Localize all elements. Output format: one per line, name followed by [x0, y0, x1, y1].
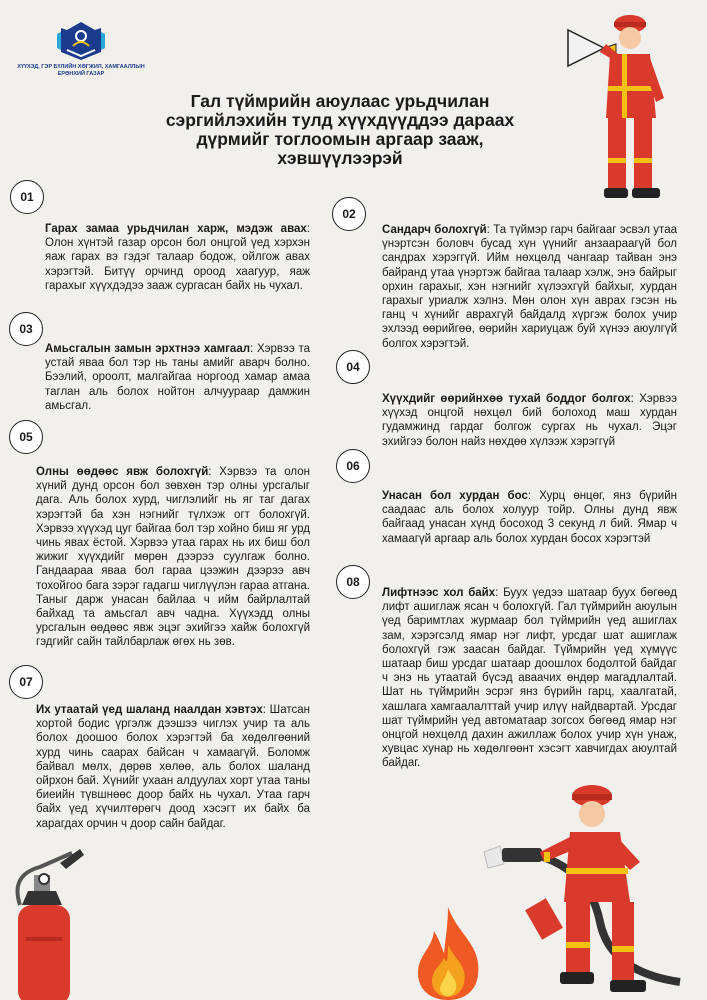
tip-body: Та түймэр гарч байгааг эсвэл утаа үнэртсэн боловч бусад хүн үүнийг анзаараагүй бол сандрах хэрэггүй. Ийм нөхцөлд чангаар тайван энэ байранд утаа үнэртэж байгаа талаар хэлж, энэ байрыг орхин гарахыг, хэн нэгнийг хүлээхгүй байхыг, хурдан гарахыг уриалж хэлнэ. Мөн олон хүн аврах гэсэн нь ганц ч хүнийг аврахгүй байдалд хүргэж болох учир эхлээд өөрийгөө, өөрийн хариуцаж буй хүнээ аюулгүй болгох хэрэгтэй. — [382, 224, 677, 350]
tip-body: Шатсан хортой бодис үргэлж дээшээ чиглэх учир та аль болох доошоо болох хэрэгтэй ба хөдөлгөөний хурд чинь саарах байсан ч хамаагүй. Боломж байвал мөлх, дөрөв хөлөө, аль болох шаланд ойрхон бай. Хүнийг ухаан алдуулах хорт утаа таны биеийн түвшнөөс доор байх нь чухал. Утаа гарч байх үед хүчилтөрөгч доод хэсэгт их байх ба харагдах орчин ч доор сайн байдаг. — [36, 704, 311, 830]
tip-separator: : — [630, 393, 634, 405]
tip-block-07 — [36, 703, 310, 831]
tip-number-07: 07 — [9, 665, 43, 699]
tip-body: Хэрвээ хүүхэд онцгой нөхцөл бий болоход маш хурдан гудамжинд гардаг болгож сургах нь чухал. Эцэг эхийгээ болон найз нөхдөө хүлээж хэрэггүй — [382, 393, 677, 448]
tip-separator: : — [208, 466, 212, 478]
org-name: ХҮҮХЭД, ГЭР БҮЛИЙН ХӨГЖИЛ, ХАМГААЛЛЫН ЕРӨНХИЙ ГАЗАР — [17, 64, 145, 77]
tip-body: Буух үедээ шатаар буух бөгөөд лифт ашиглаж ясан ч болохгүй. Гал түймрийн аюулын үед баримтлах журмаар бол түймрийн үед ашиглах зам, хэрэгсэлд ямар нэг лифт, урсдаг шат ашиглаж болохгүй гэж заасан байдаг. Түймрийн үед хүмүүс шатаар биш урсдаг шатаар доошлох бодолтой байдаг ч энэ нь утаатай бүсэд аваачих өндөр магадлалтай. Шат нь түймрийн эсрэг янз бүрийн гарц, хаалгатай, хашлага хамгаалалттай учир илүү найдвартай. Урсдаг шат түймрийн үед автоматаар зогсох бөгөөд ямар нэг онцгой нөхцөлд дахин ажиллаж болох учир хүн унаж, хувцас хунар нь хөдөлгөөнт хэсэгт хавчигдах аюултай байдаг. — [382, 587, 677, 770]
tip-block-03 — [45, 342, 310, 413]
tip-block-06 — [382, 489, 677, 546]
tip-block-02 — [382, 223, 677, 351]
tip-separator: : — [495, 587, 499, 599]
tip-block-04 — [382, 392, 677, 449]
tip-body: Хэрвээ та устай яваа бол тэр нь таны амийг аварч болно. Бээлий, ороолт, малгайгаа норгоод хамар амаа таглан аль болох нойтон алчуураар дамжин амьсгал. — [45, 343, 310, 412]
tip-number-08: 08 — [336, 565, 370, 599]
tip-body: Хэрвээ та олон хүний дунд орсон бол зөвхөн тэр олны урсгалыг дага. Аль болох хурд, чиглэлийг нь яг таг дагах хэрэгтэй ба хэн нэгнийг түлхэж огт болохгүй. Хэрвээ хүүхэд цуг байгаа бол тэр хойно биш яг урд чинь явах ёстой. Хэрвээ утаа гарах нь их биш бол жижиг хүүхдийг мөрөн дээрээ суулгаж болно. Гандаараа яваа бол гараа цээжин дээрээ авч тохойгоо бага зэрэг гадагш чиглүүлэн гараа атгана. Таныг дарж унасан байлаа ч ийм байрлалтай байхад та амьсгал авч чадна. Хүүхэдд олны урсгалын өөдөөс явж эцэг эхийгээ хайж болохгүй гэдгийг сайн тайлбарлаж өгөх нь зөв. — [36, 466, 310, 649]
firefighter-hose-icon — [480, 782, 700, 1000]
tip-heading: Хүүхдийг өөрийнхөө тухай боддог болгох — [382, 393, 631, 405]
tip-number-03: 03 — [9, 312, 43, 346]
tip-separator: : — [486, 224, 490, 236]
tip-separator: : — [306, 223, 310, 235]
tip-body: Хурц өнцөг, янз бүрийн саадаас аль болох холуур тойр. Олны дунд явж байгаад унасан хүнд босоход 3 секунд л бий. Ямар ч хамаагүй аргаар аль болох хурдан босох хэрэгтэй — [382, 490, 677, 545]
tip-number-04: 04 — [336, 350, 370, 384]
tip-block-08 — [382, 586, 677, 771]
tip-separator: : — [250, 343, 254, 355]
tip-number-02: 02 — [332, 197, 366, 231]
tip-body: Олон хүнтэй газар орсон бол онцгой үед хэрхэн яаж гарах вэ гэдэг талаар бодож, ойлгож авах хэрэгтэй. Битүү орчинд ороод хаагуур, яаж гарахыг хүүхдэдээ зааж сургасан байх нь чухал. — [45, 237, 310, 292]
tip-block-05 — [36, 465, 310, 650]
tip-number-01: 01 — [10, 180, 44, 214]
tip-separator: : — [527, 490, 532, 502]
tip-heading: Амьсгалын замын эрхтнээ хамгаал — [45, 343, 251, 355]
firefighter-megaphone-icon — [560, 8, 690, 208]
tip-heading: Сандарч болохгүй — [382, 224, 487, 236]
tip-heading: Олны өөдөөс явж болохгүй — [36, 466, 209, 478]
tip-number-06: 06 — [336, 449, 370, 483]
tip-heading: Унасан бол хурдан бос — [382, 490, 528, 502]
tip-block-01 — [45, 222, 310, 293]
page-title: Гал түймрийн аюулаас урьдчилан сэргийлэхийн тулд хүүхдүүддээ дараах дүрмийг тоглоомын аргаар зааж, хэвшүүлээрэй — [165, 91, 515, 168]
tip-separator: : — [262, 704, 266, 716]
fire-extinguisher-icon — [0, 845, 110, 1000]
fire-flame-icon — [408, 905, 488, 1000]
tip-number-05: 05 — [9, 420, 43, 454]
tip-heading: Их утаатай үед шаланд наалдан хэвтэх — [36, 704, 263, 716]
tip-heading: Гарах замаа урьдчилан харж, мэдэж авах — [45, 223, 307, 235]
tip-heading: Лифтнээс хол байх — [382, 587, 496, 599]
logo — [16, 20, 146, 78]
state-emblem-icon — [55, 20, 107, 62]
